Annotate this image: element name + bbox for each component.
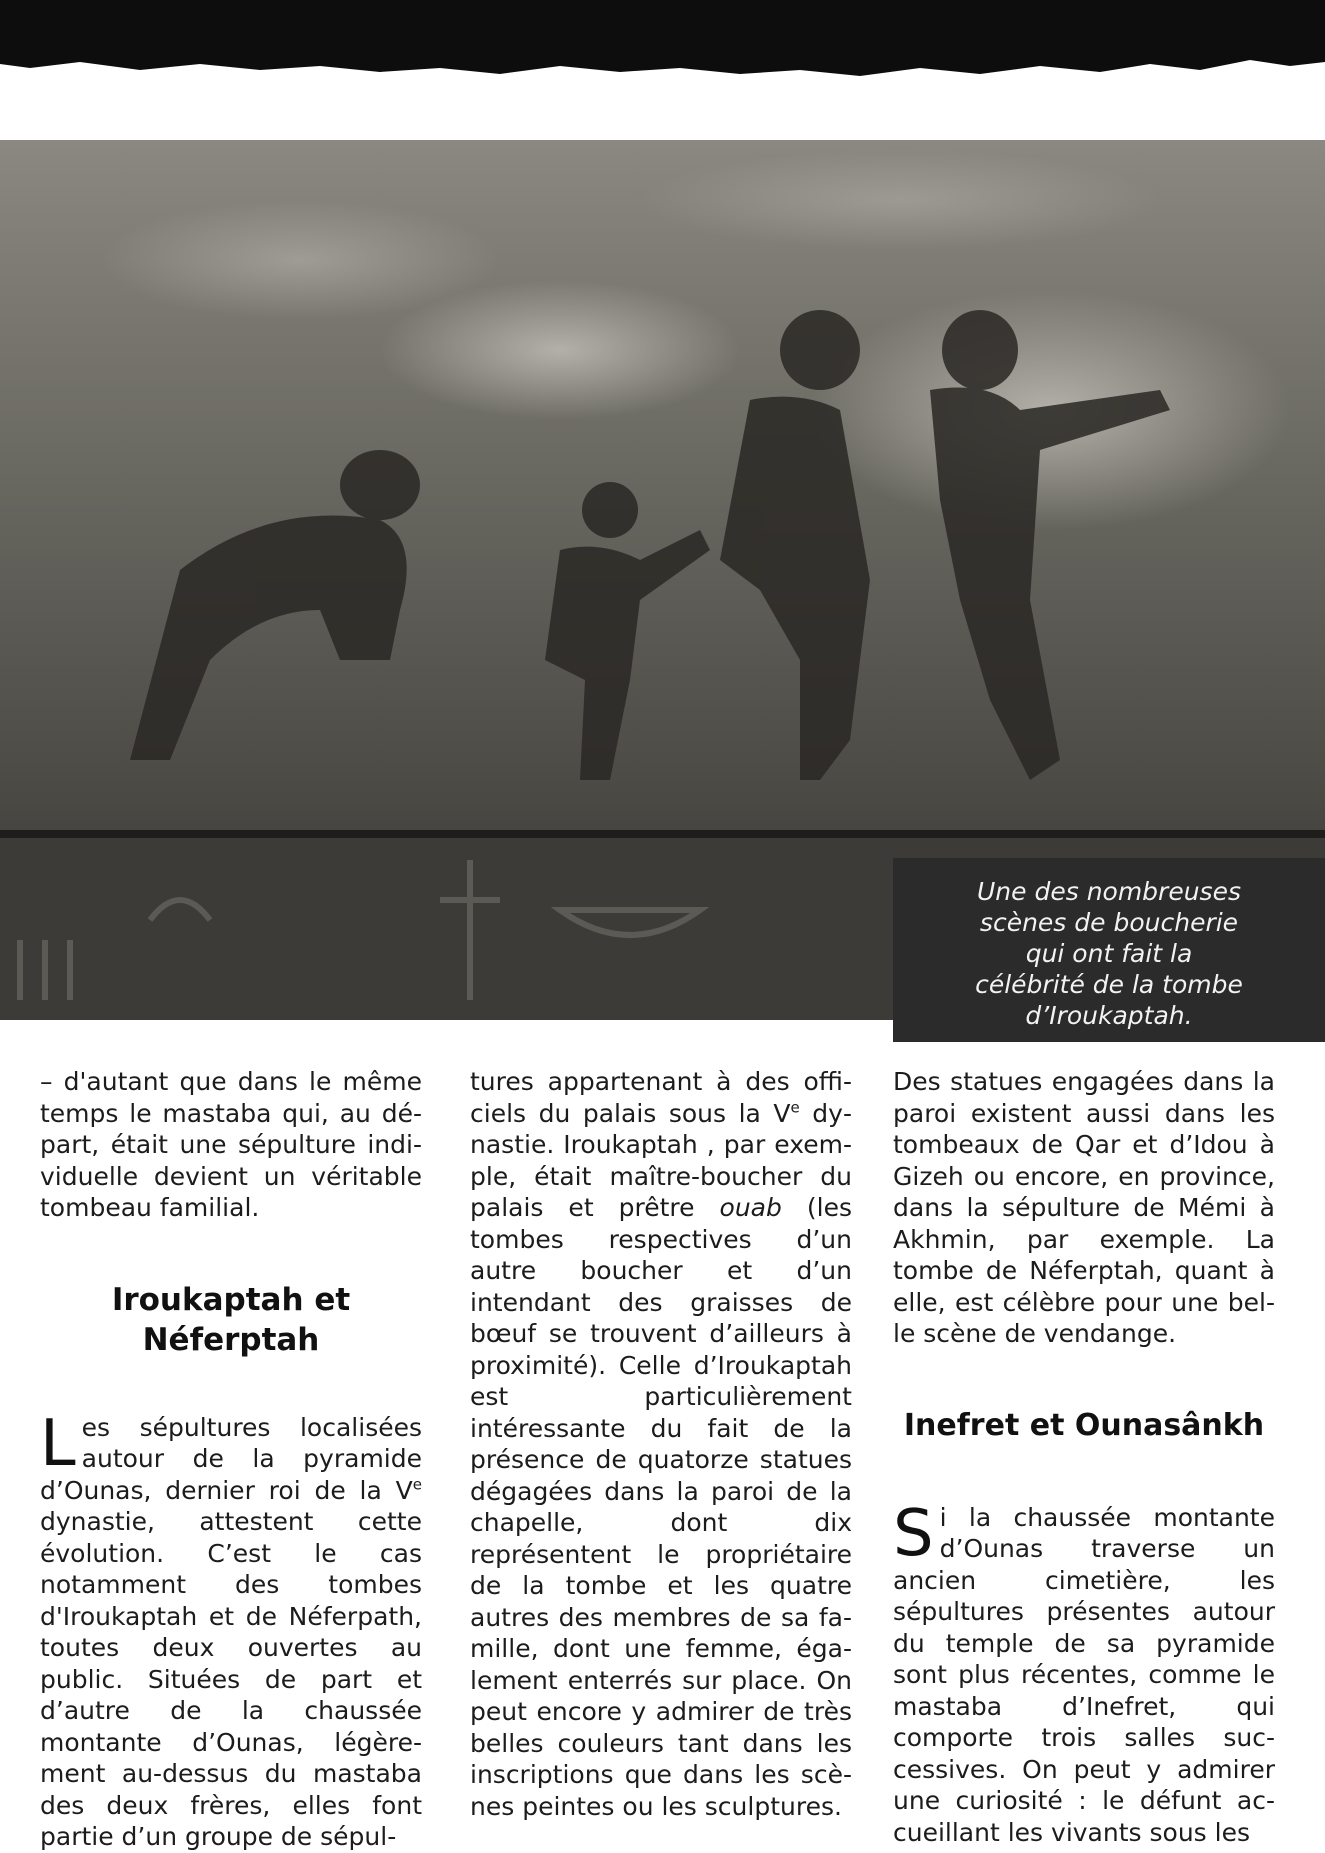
torn-header-band [0, 0, 1325, 100]
body-paragraph [470, 1066, 852, 1822]
caption-line: célébrité de la tombe [975, 970, 1243, 999]
section-heading: Iroukaptah et Néferptah [111, 1281, 351, 1358]
caption-line: d’Iroukaptah. [1025, 1001, 1193, 1030]
paragraph-text: i la chaussée montante d’Ounas traverse un ancien cimetière, les sépultures présentes autour du temple de sa pyramide sont plus récentes, comme le mastaba d’Inefret, qui comporte trois salles successives. On peut y admirer une curiosité : le défunt accueillant les vivants sous les [893, 1502, 1275, 1847]
text-column-2 [470, 1066, 852, 1822]
photo-caption [893, 858, 1325, 1042]
drop-cap: S [893, 1496, 934, 1571]
caption-line: Une des nombreuses [977, 877, 1241, 906]
paragraph-text: dynastie. Iroukaptah , par exemple, était maître-boucher du palais et prêtre [470, 1098, 852, 1222]
drop-cap: L [40, 1406, 76, 1481]
paragraph-text: (les tombes respectives d’un autre boucher et d’un intendant des graisses de bœuf se trouvent d’ailleurs à proximité). Celle d’Iroukaptah est particulièrement intéressante du fait de la présence de quatorze statues dégagées dans la paroi de la chapelle, dont dix représentent le propriétaire de la tombe et les quatre autres des membres de sa famille, dont une femme, également enterrés sur place. On peut encore y admirer de très belles couleurs tant dans les inscriptions que dans les scènes peintes ou les sculptures. [470, 1193, 852, 1821]
superscript: e [790, 1098, 800, 1117]
paragraph-text: es sépultures localisées autour de la pyramide d’Ounas, dernier roi de la V [40, 1412, 422, 1505]
paragraph-text: dynastie, attestent cette évolution. C’est le cas notamment des tombes d'Iroukaptah et de Néferpath, toutes deux ouvertes au public. Situées de part et d’autre de la chaussée montante d’Ounas, légèrement au-dessus du mastaba des deux frères, elles font partie d’un groupe de sépul- [40, 1507, 422, 1851]
text-column-3 [893, 1066, 1275, 1848]
caption-line: scènes de boucherie [979, 908, 1239, 937]
body-paragraph [893, 1496, 1275, 1849]
body-paragraph [40, 1406, 422, 1853]
caption-line: qui ont fait la [1025, 939, 1193, 968]
intro-paragraph: Des statues engagées dans la paroi existent aussi dans les tombeaux de Qar et d’Idou à Gizeh ou encore, en province, dans la sépulture de Mémi à Akhmin, par exemple. La tombe de Néferptah, quant à elle, est célèbre pour une belle scène de vendange. [893, 1067, 1275, 1348]
section-heading: Inefret et Ounasânkh [903, 1407, 1265, 1443]
text-column-1 [40, 1066, 422, 1853]
paragraph-text: tures appartenant à des officiels du palais sous la V [470, 1067, 852, 1128]
superscript: e [412, 1475, 422, 1494]
intro-paragraph: – d'autant que dans le même temps le mastaba qui, au départ, était une sépulture individuelle devient un véritable tombeau familial. [40, 1067, 422, 1222]
italic-term: ouab [719, 1193, 782, 1222]
